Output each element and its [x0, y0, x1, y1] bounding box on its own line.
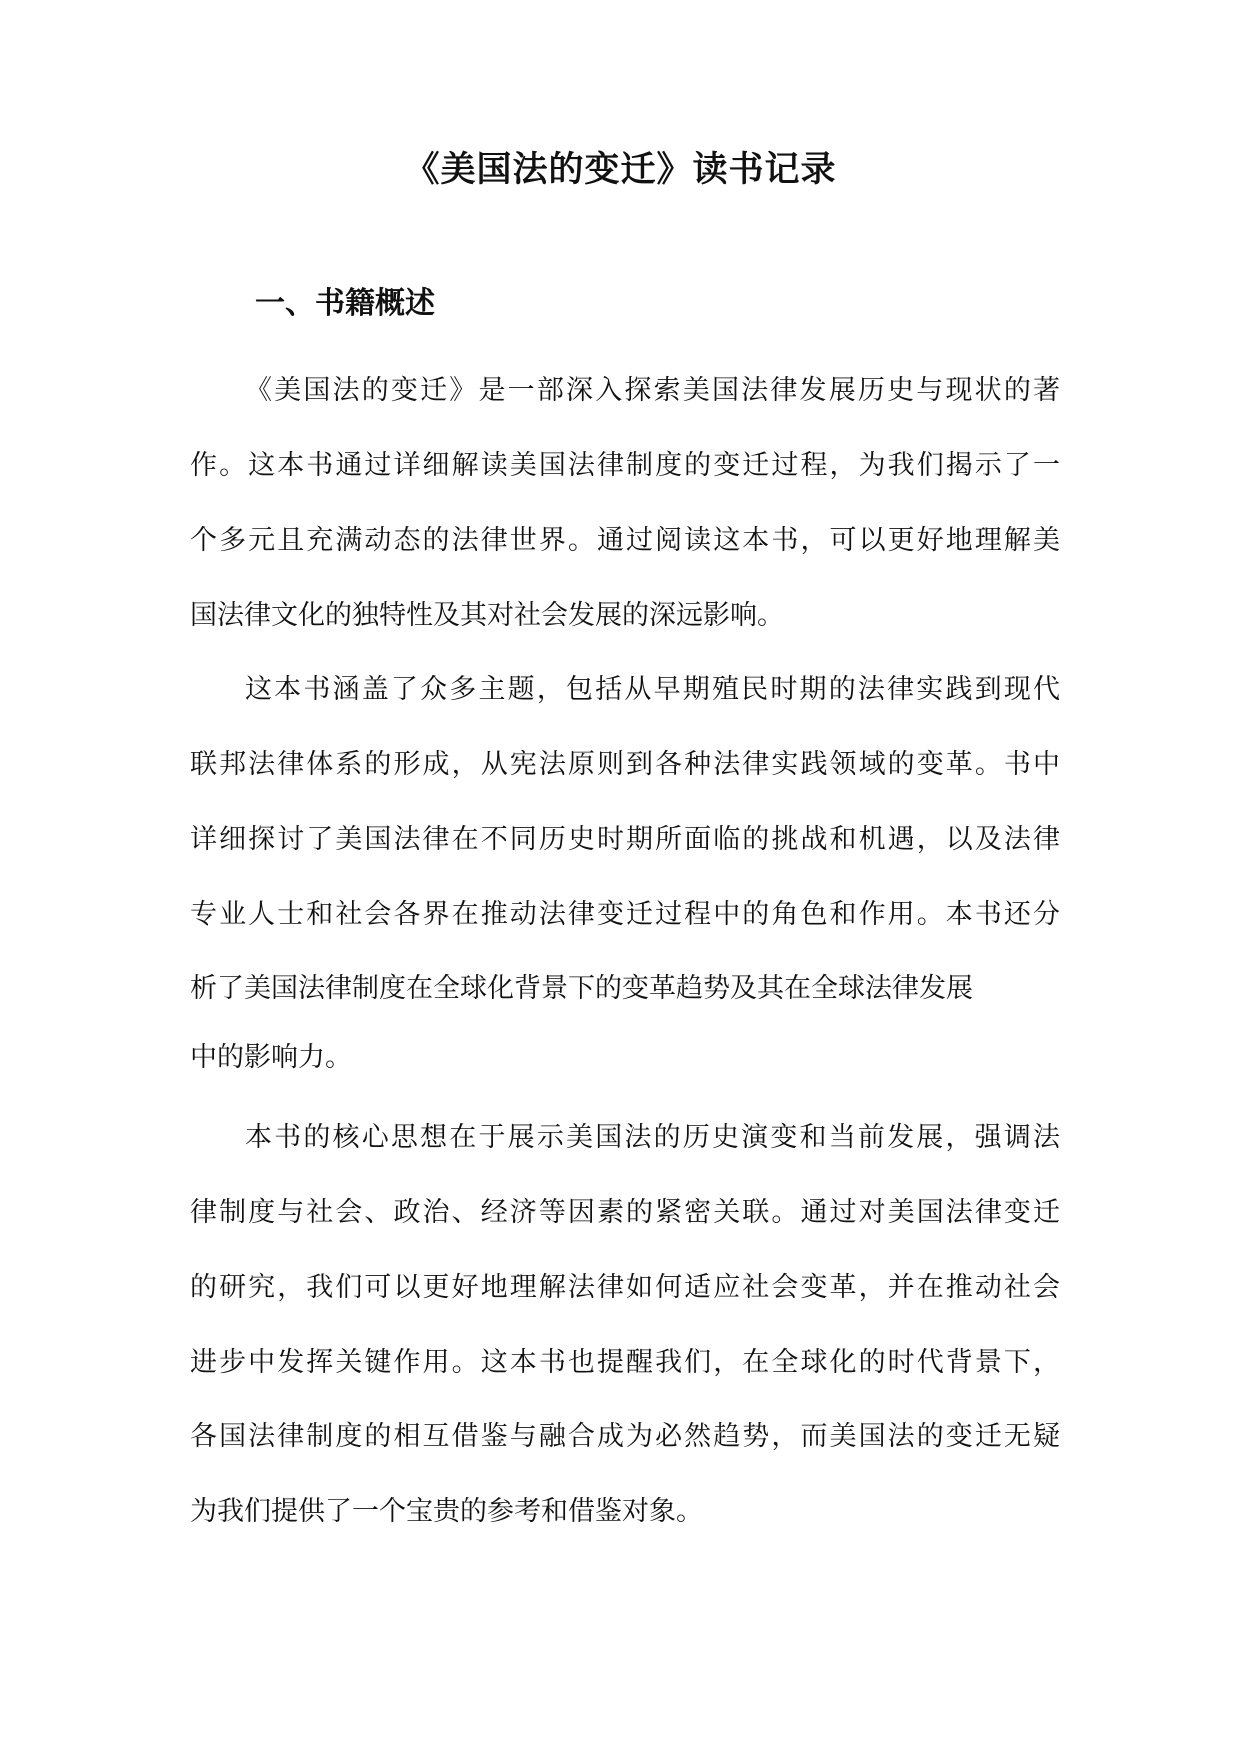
paragraph-line: 《美国法的变迁》是一部深入探索美国法律发展历史与现状的著: [245, 375, 1060, 406]
paragraph-line: 联邦法律体系的形成，从宪法原则到各种法律实践领域的变革。书中: [190, 749, 1060, 780]
paragraph-line: 律制度与社会、政治、经济等因素的紧密关联。通过对美国法律变迁: [190, 1197, 1060, 1228]
paragraph-line: 国法律文化的独特性及其对社会发展的深远影响。: [190, 600, 784, 631]
paragraph-line: 这本书涵盖了众多主题，包括从早期殖民时期的法律实践到现代: [245, 674, 1060, 705]
paragraph-line: 为我们提供了一个宝贵的参考和借鉴对象。: [190, 1496, 703, 1527]
paragraph-line: 的研究，我们可以更好地理解法律如何适应社会变革，并在推动社会: [190, 1272, 1060, 1303]
document-title: 《美国法的变迁》读书记录: [404, 149, 837, 190]
paragraph-line: 详细探讨了美国法律在不同历史时期所面临的挑战和机遇，以及法律: [190, 824, 1060, 855]
paragraph-line: 析了美国法律制度在全球化背景下的变革趋势及其在全球法律发展: [190, 973, 973, 1004]
paragraph-line: 个多元且充满动态的法律世界。通过阅读这本书，可以更好地理解美: [190, 525, 1060, 556]
paragraph-line: 进步中发挥关键作用。这本书也提醒我们，在全球化的时代背景下，: [190, 1347, 1060, 1378]
paragraph-line: 专业人士和社会各界在推动法律变迁过程中的角色和作用。本书还分: [190, 899, 1060, 930]
paragraph-line: 作。这本书通过详细解读美国法律制度的变迁过程，为我们揭示了一: [190, 450, 1060, 481]
paragraph-line: 中的影响力。: [190, 1042, 352, 1073]
section-heading: 一、书籍概述: [255, 286, 435, 321]
paragraph-line: 本书的核心思想在于展示美国法的历史演变和当前发展，强调法: [245, 1122, 1060, 1153]
paragraph-line: 各国法律制度的相互借鉴与融合成为必然趋势，而美国法的变迁无疑: [190, 1421, 1060, 1452]
